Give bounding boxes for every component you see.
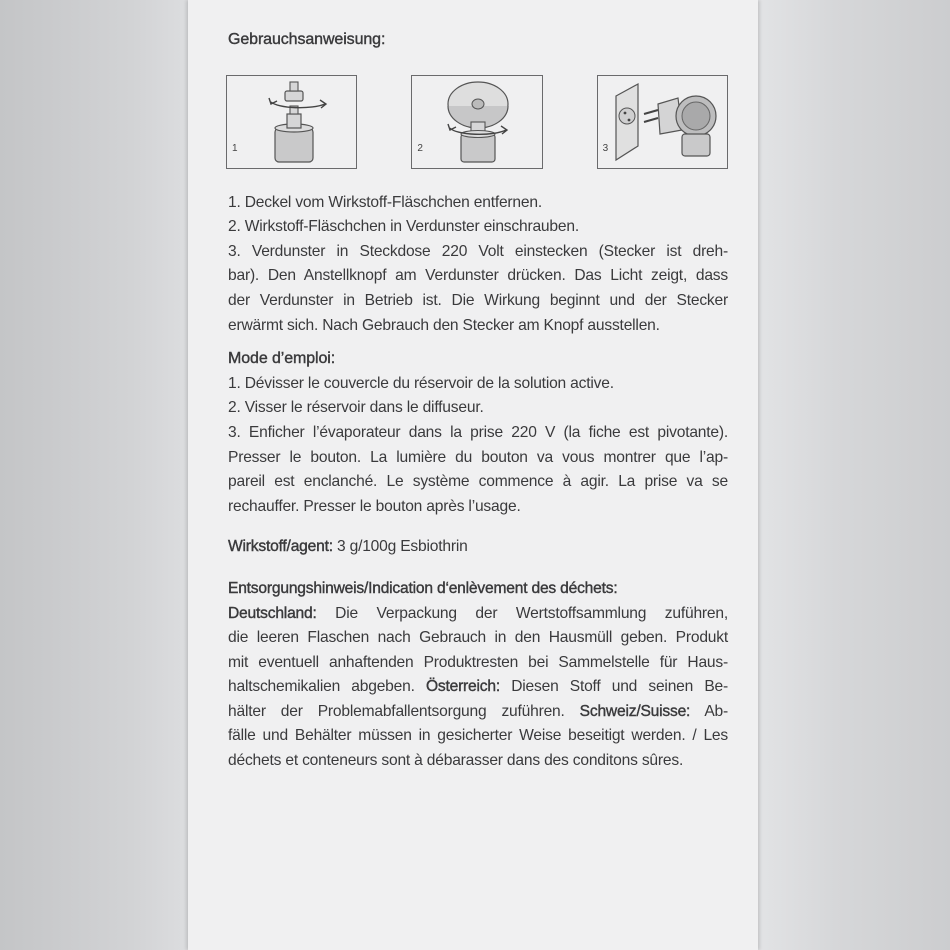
disposal-heading: Entsorgungshinweis/Indication d‘enlèvement des déchets: [228, 579, 618, 597]
disposal-line: hälter der Problemabfallentsorgung zuführen. Schweiz/Suisse: Ab- [228, 702, 728, 720]
french-step-line: 3. Enficher l’évaporateur dans la prise 220 V (la fiche est pivotante). [228, 423, 728, 441]
german-steps [228, 191, 728, 339]
french-step-line: 2. Visser le réservoir dans le diffuseur. [228, 399, 484, 417]
german-step-line: 3. Verdunster in Steckdose 220 Volt einstecken (Stecker ist dreh- [228, 242, 728, 260]
instructions-content [228, 28, 728, 774]
disposal-line: fälle und Behälter müssen in gesicherter Weise beseitigt werden. / Les [228, 727, 728, 745]
active-agent-label: Wirkstoff/agent: [228, 538, 333, 556]
french-step-line: Presser le bouton. La lumière du bouton va vous montrer que l’ap- [228, 448, 728, 466]
disposal-line: Deutschland: Die Verpackung der Wertstoffsammlung zuführen, [228, 604, 728, 622]
german-step-line: der Verdunster in Betrieb ist. Die Wirkung beginnt und der Stecker [228, 291, 728, 309]
package-left-edge [0, 0, 188, 950]
figure-number: 3 [602, 143, 609, 154]
figure-plug-in [597, 75, 728, 169]
disposal-line: haltschemikalien abgeben. Österreich: Diesen Stoff und seinen Be- [228, 678, 728, 696]
figure-number: 2 [417, 143, 423, 154]
country-label-austria: Österreich: [425, 678, 500, 696]
country-label-switzerland: Schweiz/Suisse: [579, 702, 691, 720]
figure-number: 1 [232, 143, 238, 154]
instruction-figures [226, 75, 728, 169]
country-label-germany: Deutschland: [228, 604, 317, 622]
german-step-line: 1. Deckel vom Wirkstoff-Fläschchen entfernen. [228, 193, 542, 211]
active-agent [228, 535, 728, 560]
disposal-line: déchets et conteneurs sont à débarasser dans des conditons sûres. [228, 752, 684, 770]
instruction-panel [188, 0, 758, 950]
socket-plug-icon [598, 76, 732, 168]
disposal-line: die leeren Flaschen nach Gebrauch in den Hausmüll geben. Produkt [228, 629, 728, 647]
french-heading: Mode d’emploi: [228, 350, 336, 368]
active-agent-value: 3 g/100g Esbiothrin [332, 538, 468, 556]
french-step-line: rechauffer. Presser le bouton après l’usage. [228, 497, 521, 515]
german-heading: Gebrauchsanweisung: [228, 31, 386, 48]
figure-unscrew-cap [226, 75, 357, 169]
package-right-edge [758, 0, 950, 950]
french-steps [228, 372, 728, 520]
bottle-cap-icon [227, 76, 361, 168]
german-step-line: erwärmt sich. Nach Gebrauch den Stecker am Knopf ausstellen. [228, 316, 660, 334]
german-step-line: 2. Wirkstoff-Fläschchen in Verdunster einschrauben. [228, 218, 579, 236]
disposal-line: mit eventuell anhaftenden Produktresten bei Sammelstelle für Haus- [228, 653, 728, 671]
french-step-line: 1. Dévisser le couvercle du réservoir de la solution active. [228, 374, 614, 392]
disposal-section [228, 577, 728, 774]
diffuser-icon [412, 76, 546, 168]
figure-screw-in [411, 75, 542, 169]
german-step-line: bar). Den Anstellknopf am Verdunster drücken. Das Licht zeigt, dass [228, 267, 728, 285]
french-step-line: pareil est enclanché. Le système commence à agir. La prise va se [228, 473, 728, 491]
